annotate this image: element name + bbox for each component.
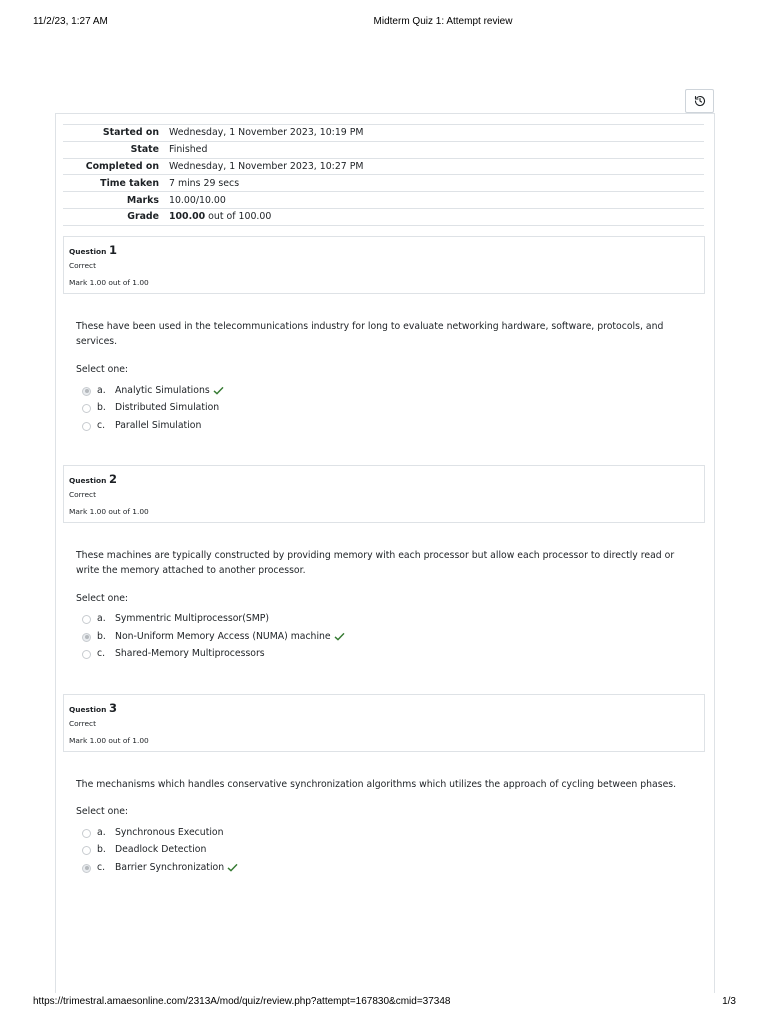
grade-value: 100.00 xyxy=(169,211,206,223)
option-letter: b. xyxy=(97,631,106,642)
summary-row-time-taken xyxy=(63,175,704,192)
question-info-2 xyxy=(63,465,705,523)
check-icon xyxy=(227,863,238,872)
summary-value: 7 mins 29 secs xyxy=(169,177,240,189)
summary-row-completed xyxy=(63,158,704,175)
radio-button[interactable] xyxy=(82,387,91,396)
page-number: 1/3 xyxy=(722,996,736,1007)
question-label: Question xyxy=(69,476,107,485)
question-state: Correct xyxy=(69,490,96,499)
summary-value: Finished xyxy=(169,144,208,156)
answer-option[interactable] xyxy=(82,826,224,840)
check-icon xyxy=(213,386,224,395)
question-info-3 xyxy=(63,694,705,752)
option-text: Analytic Simulations xyxy=(115,385,210,396)
select-one-prompt: Select one: xyxy=(76,593,129,604)
question-number-value: 1 xyxy=(108,243,117,257)
check-icon xyxy=(334,632,345,641)
option-text-wrap xyxy=(115,862,238,873)
question-grade: Mark 1.00 out of 1.00 xyxy=(69,736,149,745)
question-grade: Mark 1.00 out of 1.00 xyxy=(69,507,149,516)
option-letter: a. xyxy=(97,827,106,838)
summary-row-grade xyxy=(63,208,704,225)
question-info-1 xyxy=(63,236,705,294)
answer-option[interactable] xyxy=(82,630,331,644)
option-text: Shared-Memory Multiprocessors xyxy=(115,648,265,659)
radio-button[interactable] xyxy=(82,650,91,659)
question-number xyxy=(69,243,117,257)
answer-option[interactable] xyxy=(82,401,220,415)
option-letter: c. xyxy=(97,648,106,659)
grade-out-of: out of 100.00 xyxy=(205,211,272,223)
option-text: Deadlock Detection xyxy=(115,844,207,855)
question-text: The mechanisms which handles conservative synchronization algorithms which utilizes the approach of cycling between phases. xyxy=(76,779,677,790)
option-text-wrap xyxy=(115,827,224,838)
summary-label: Marks xyxy=(126,194,159,206)
option-text: Parallel Simulation xyxy=(115,420,202,431)
select-one-prompt: Select one: xyxy=(76,364,129,375)
summary-value: Wednesday, 1 November 2023, 10:27 PM xyxy=(169,160,364,172)
question-grade: Mark 1.00 out of 1.00 xyxy=(69,278,149,287)
option-letter: b. xyxy=(97,844,106,855)
question-number xyxy=(69,701,117,715)
page-url: https://trimestral.amaesonline.com/2313A/mod/quiz/review.php?attempt=167830&cmid=37348 xyxy=(33,996,451,1007)
question-text: These have been used in the telecommunications industry for long to evaluate networking hardware, software, protocols, and services. xyxy=(76,321,664,347)
question-text: These machines are typically constructed by providing memory with each processor but allow each processor to directly read or write the memory attached to another processor. xyxy=(76,550,675,576)
question-state: Correct xyxy=(69,261,96,270)
answer-option[interactable] xyxy=(82,861,225,875)
radio-button[interactable] xyxy=(82,422,91,431)
summary-value: 10.00/10.00 xyxy=(169,194,226,206)
question-number-value: 2 xyxy=(108,472,117,486)
question-label: Question xyxy=(69,247,107,256)
answer-option[interactable] xyxy=(82,384,210,398)
radio-button[interactable] xyxy=(82,846,91,855)
option-letter: a. xyxy=(97,385,106,396)
radio-button[interactable] xyxy=(82,829,91,838)
summary-label: Completed on xyxy=(85,160,159,172)
print-date: 11/2/23, 1:27 AM xyxy=(33,16,108,27)
option-text-wrap xyxy=(115,631,345,642)
attempt-summary-table xyxy=(63,124,704,226)
history-button[interactable] xyxy=(685,89,714,113)
option-letter: c. xyxy=(97,862,106,873)
answer-option[interactable] xyxy=(82,612,269,626)
question-number-value: 3 xyxy=(108,701,117,715)
option-text-wrap xyxy=(115,385,224,396)
question-number xyxy=(69,472,117,486)
option-text-wrap xyxy=(115,844,206,855)
print-title: Midterm Quiz 1: Attempt review xyxy=(373,16,513,27)
summary-value: Wednesday, 1 November 2023, 10:19 PM xyxy=(169,127,364,139)
history-icon xyxy=(694,95,706,107)
option-text-wrap xyxy=(115,420,201,431)
answer-option[interactable] xyxy=(82,843,207,857)
summary-row-started xyxy=(63,125,704,142)
summary-row-state xyxy=(63,141,704,158)
option-letter: a. xyxy=(97,613,106,624)
summary-value xyxy=(168,208,704,225)
radio-button[interactable] xyxy=(82,404,91,413)
print-footer xyxy=(0,996,768,1010)
summary-row-marks xyxy=(63,192,704,209)
summary-label: State xyxy=(130,144,159,156)
answer-option[interactable] xyxy=(82,647,265,661)
select-one-prompt: Select one: xyxy=(76,806,129,817)
summary-label: Started on xyxy=(102,127,159,139)
print-header xyxy=(0,16,768,30)
answer-option[interactable] xyxy=(82,419,202,433)
radio-button[interactable] xyxy=(82,864,91,873)
option-text: Distributed Simulation xyxy=(115,402,220,413)
radio-button[interactable] xyxy=(82,615,91,624)
question-state: Correct xyxy=(69,719,96,728)
option-text: Barrier Synchronization xyxy=(115,862,225,873)
option-text: Symmentric Multiprocessor(SMP) xyxy=(115,613,269,624)
option-letter: b. xyxy=(97,402,106,413)
summary-label: Time taken xyxy=(100,177,159,189)
option-text: Non-Uniform Memory Access (NUMA) machine xyxy=(115,631,331,642)
option-text-wrap xyxy=(115,613,269,624)
summary-label: Grade xyxy=(127,211,159,223)
option-text: Synchronous Execution xyxy=(115,827,224,838)
option-letter: c. xyxy=(97,420,106,431)
question-label: Question xyxy=(69,705,107,714)
radio-button[interactable] xyxy=(82,633,91,642)
option-text-wrap xyxy=(115,648,265,659)
option-text-wrap xyxy=(115,402,219,413)
